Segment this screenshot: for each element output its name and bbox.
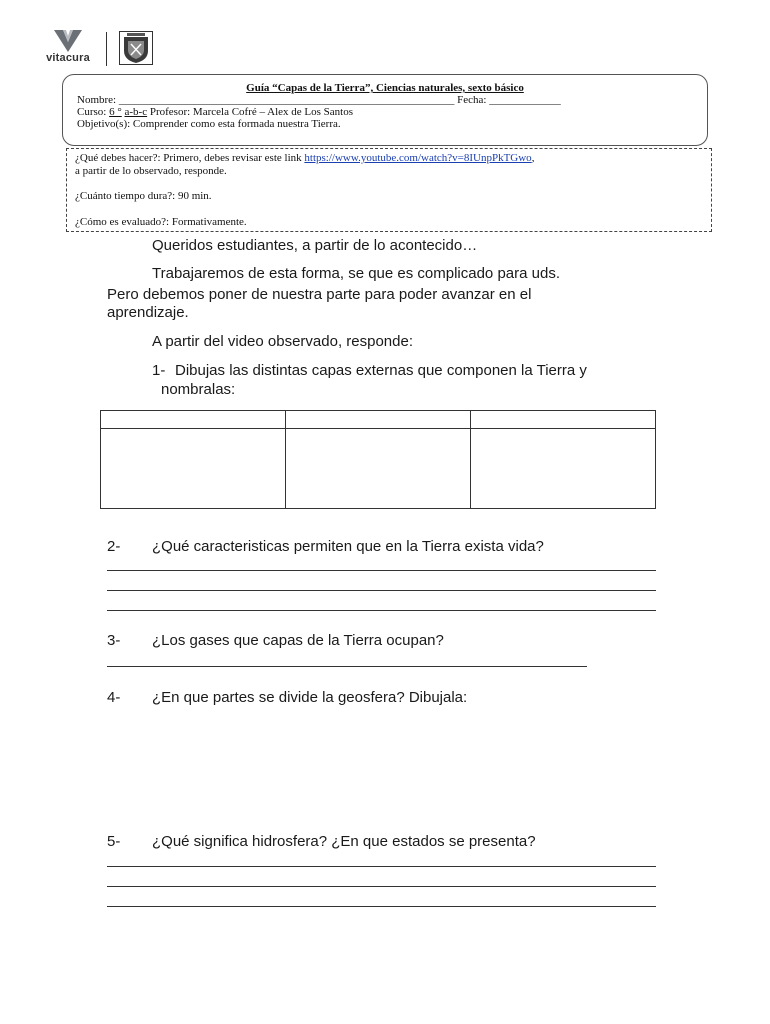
- school-crest-icon: [119, 31, 153, 65]
- question-5-text: ¿Qué significa hidrosfera? ¿En que estados se presenta?: [152, 833, 536, 850]
- question-4-number: 4-: [107, 689, 121, 706]
- table-cell[interactable]: [471, 411, 656, 429]
- question-3-text: ¿Los gases que capas de la Tierra ocupan?: [152, 632, 444, 649]
- table-cell[interactable]: [101, 411, 286, 429]
- name-date-row: [77, 94, 561, 106]
- teacher-text: Profesor: Marcela Cofré – Alex de Los Santos: [149, 106, 353, 118]
- question-5-number: 5-: [107, 833, 121, 850]
- table-header-row: [101, 411, 656, 429]
- objective: Objetivo(s): Comprender como esta formada nuestra Tierra.: [77, 118, 341, 130]
- answer-line[interactable]: [107, 866, 656, 867]
- drawing-table: [100, 410, 656, 509]
- name-label: Nombre:: [77, 94, 117, 106]
- answer-line[interactable]: [107, 570, 656, 571]
- table-cell[interactable]: [286, 429, 471, 509]
- course-grade: 6 °: [109, 106, 122, 118]
- answer-line[interactable]: [107, 610, 656, 611]
- date-field[interactable]: _____________: [489, 94, 561, 106]
- answer-line[interactable]: [107, 886, 656, 887]
- course-sections: a-b-c: [124, 106, 148, 118]
- instructions-text: ¿Qué debes hacer?: Primero, debes revisar este link: [75, 152, 302, 164]
- table-cell[interactable]: [101, 429, 286, 509]
- table-cell[interactable]: [286, 411, 471, 429]
- worksheet-header: [62, 74, 708, 146]
- instructions-comma: ,: [531, 152, 535, 164]
- video-prompt: A partir del video observado, responde:: [152, 333, 413, 350]
- question-4-text: ¿En que partes se divide la geosfera? Dibujala:: [152, 689, 468, 706]
- table-row: [101, 429, 656, 509]
- worksheet-title: Guía “Capas de la Tierra”, Ciencias naturales, sexto básico: [246, 82, 524, 94]
- question-2-text: ¿Qué caracteristicas permiten que en la Tierra exista vida?: [152, 538, 544, 555]
- course-label: Curso:: [77, 106, 107, 118]
- youtube-link[interactable]: https://www.youtube.com/watch?v=8IUnpPkTGwo: [304, 152, 532, 164]
- date-label: Fecha:: [457, 94, 487, 106]
- answer-line[interactable]: [107, 906, 656, 907]
- question-2-number: 2-: [107, 538, 121, 555]
- answer-line[interactable]: [107, 666, 587, 667]
- table-cell[interactable]: [471, 429, 656, 509]
- vitacura-logo-text: vitacura: [46, 52, 90, 64]
- course-row: [77, 106, 353, 118]
- question-1-text-line2: nombralas:: [161, 381, 236, 398]
- instructions-line1: [75, 152, 534, 164]
- logo-divider: [106, 32, 107, 66]
- intro-paragraph-line2: Pero debemos poner de nuestra parte para poder avanzar en el: [107, 286, 532, 303]
- answer-line[interactable]: [107, 590, 656, 591]
- name-field[interactable]: _____________________________________________________________: [118, 94, 455, 106]
- intro-paragraph-line3: aprendizaje.: [107, 304, 189, 321]
- question-1-number: 1-: [152, 362, 166, 379]
- intro-paragraph-line1: Trabajaremos de esta forma, se que es complicado para uds.: [152, 265, 560, 282]
- evaluation-text: ¿Cómo es evaluado?: Formativamente.: [75, 216, 247, 228]
- vitacura-logo: [40, 30, 96, 66]
- vitacura-v-mark: [54, 30, 82, 52]
- question-1-text-line1: Dibujas las distintas capas externas que componen la Tierra y: [175, 362, 587, 379]
- question-3-number: 3-: [107, 632, 121, 649]
- instructions-box: [66, 148, 712, 232]
- duration-text: ¿Cuánto tiempo dura?: 90 min.: [75, 190, 212, 202]
- instructions-line2: a partir de lo observado, responde.: [75, 165, 227, 177]
- greeting: Queridos estudiantes, a partir de lo acontecido…: [152, 237, 478, 254]
